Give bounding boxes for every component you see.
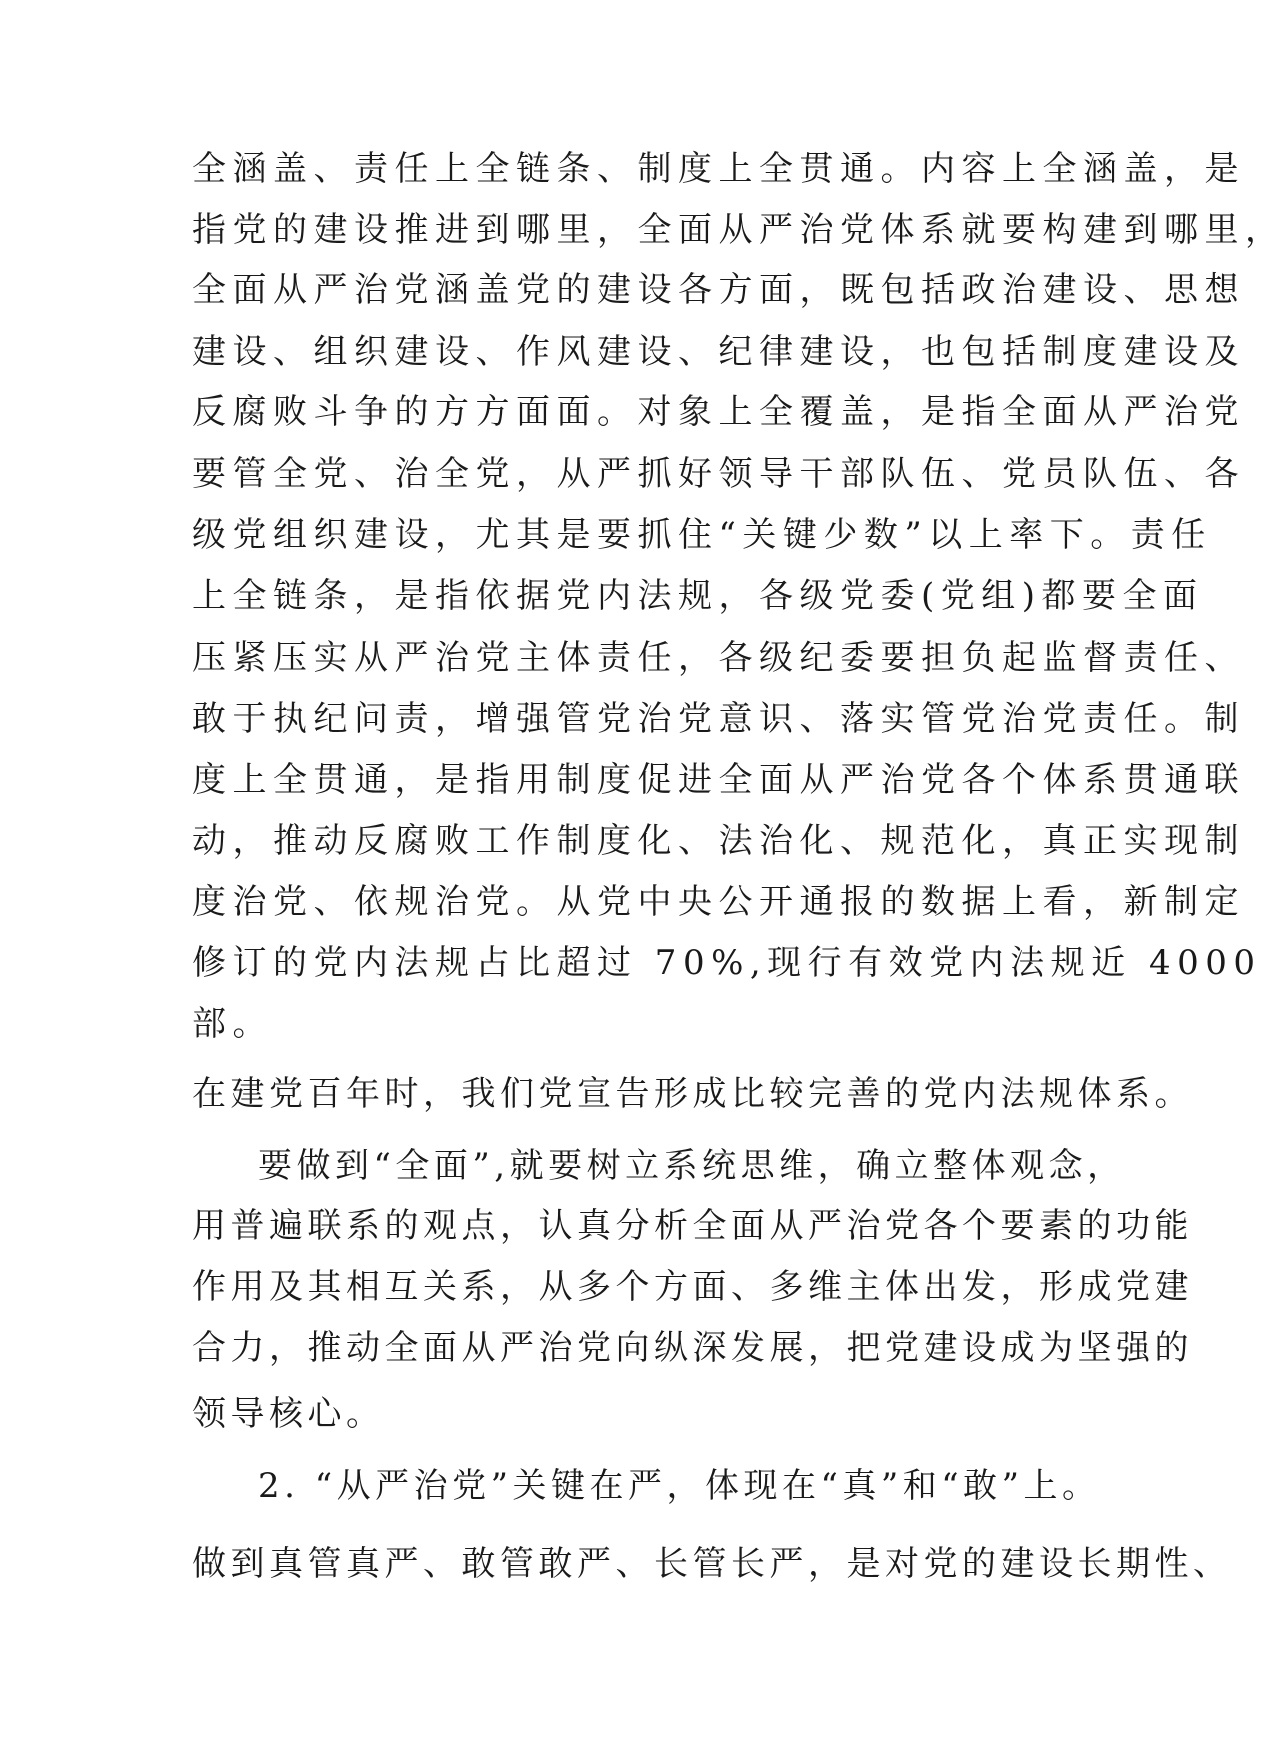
text-line: 压紧压实从严治党主体责任，各级纪委要担负起监督责任、	[192, 638, 1245, 678]
text-line: 反腐败斗争的方方面面。对象上全覆盖，是指全面从严治党	[192, 392, 1245, 432]
text-line: 修订的党内法规占比超过 70%,现行有效党内法规近 4000	[192, 943, 1262, 983]
text-line: 度上全贯通，是指用制度促进全面从严治党各个体系贯通联	[192, 760, 1245, 800]
text-line: 用普遍联系的观点，认真分析全面从严治党各个要素的功能	[192, 1206, 1193, 1246]
paragraph-strict-management: 做到真管真严、敢管敢严、长管长严，是对党的建设长期性、	[192, 1544, 1232, 1584]
section-heading: 2. “从严治党”关键在严，体现在“真”和“敢”上。	[258, 1466, 1101, 1506]
text-line: 合力，推动全面从严治党向纵深发展，把党建设成为坚强的	[192, 1328, 1193, 1368]
text-line: 要做到“全面”,就要树立系统思维，确立整体观念，	[258, 1146, 1126, 1186]
text-line: 级党组织建设，尤其是要抓住“关键少数”以上率下。责任	[192, 515, 1212, 555]
paragraph-regulation-system: 在建党百年时，我们党宣告形成比较完善的党内法规体系。	[192, 1074, 1193, 1114]
text-line: 要管全党、治全党，从严抓好领导干部队伍、党员队伍、各	[192, 454, 1245, 494]
text-line: 领导核心。	[192, 1394, 385, 1434]
text-line: 部。	[192, 1004, 273, 1044]
text-line: 作用及其相互关系，从多个方面、多维主体出发，形成党建	[192, 1267, 1193, 1307]
text-line: 全涵盖、责任上全链条、制度上全贯通。内容上全涵盖，是	[192, 149, 1245, 189]
text-line: 敢于执纪问责，增强管党治党意识、落实管党治党责任。制	[192, 699, 1245, 739]
text-line: 上全链条，是指依据党内法规，各级党委(党组)都要全面	[192, 576, 1204, 616]
text-line: 度治党、依规治党。从党中央公开通报的数据上看，新制定	[192, 882, 1245, 922]
text-line: 动，推动反腐败工作制度化、法治化、规范化，真正实现制	[192, 821, 1245, 861]
text-line: 指党的建设推进到哪里，全面从严治党体系就要构建到哪里，	[192, 210, 1286, 250]
text-line: 建设、组织建设、作风建设、纪律建设，也包括制度建设及	[192, 332, 1245, 372]
text-line: 全面从严治党涵盖党的建设各方面，既包括政治建设、思想	[192, 270, 1245, 310]
